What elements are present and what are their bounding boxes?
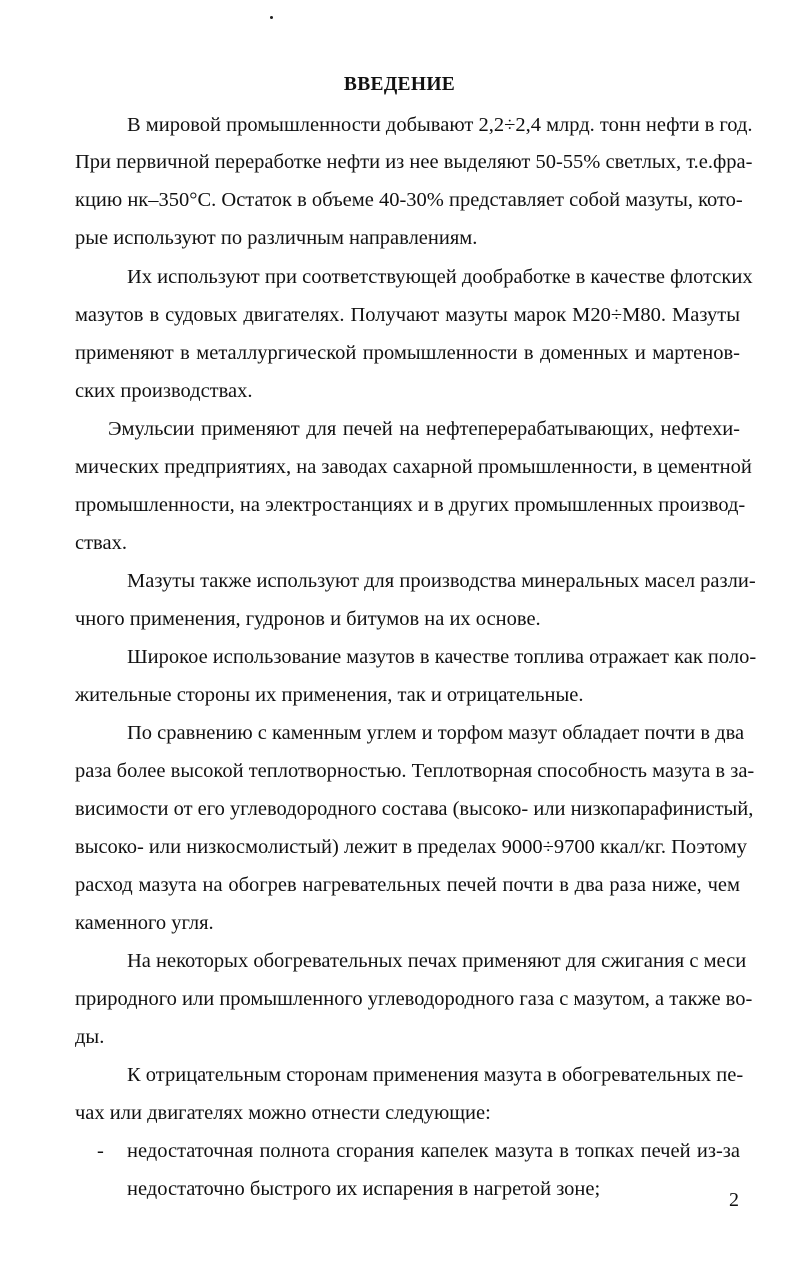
paragraph-6-line-4: высоко- или низкосмолистый) лежит в пределах 9000÷9700 ккал/кг. Поэтому [75, 836, 747, 858]
paragraph-6-line-6: каменного угля. [75, 912, 214, 934]
paragraph-3-line-3: промышленности, на электростанциях и в других промышленных производ- [75, 494, 746, 516]
page-title: ВВЕДЕНИЕ [343, 74, 456, 95]
paragraph-4-line-1: Мазуты также используют для производства минеральных масел разли- [127, 570, 756, 592]
paragraph-8-line-2: чах или двигателях можно отнести следующие: [75, 1102, 491, 1124]
list-item-line-2: недостаточно быстрого их испарения в нагретой зоне; [127, 1178, 601, 1200]
paragraph-5-line-2: жительные стороны их применения, так и отрицательные. [75, 684, 584, 706]
paragraph-6-line-2: раза более высокой теплотворностью. Теплотворная способность мазута в за- [75, 760, 755, 782]
paragraph-5-line-1: Широкое использование мазутов в качестве топлива отражает как поло- [127, 646, 757, 668]
paragraph-2-line-4: ских производствах. [75, 380, 253, 402]
paragraph-8-line-1: К отрицательным сторонам применения мазута в обогревательных пе- [127, 1064, 744, 1086]
paragraph-6-line-5: расход мазута на обогрев нагревательных печей почти в два раза ниже, чем [75, 874, 740, 896]
paragraph-3-line-1: Эмульсии применяют для печей на нефтеперерабатывающих, нефтехи- [108, 418, 740, 440]
paragraph-1-line-1: В мировой промышленности добывают 2,2÷2,4 млрд. тонн нефти в год. [127, 114, 753, 136]
paragraph-6-line-3: висимости от его углеводородного состава (высоко- или низкопарафинистый, [75, 798, 754, 820]
list-item-line-1: недостаточная полнота сгорания капелек мазута в топках печей из-за [127, 1140, 740, 1162]
paragraph-7-line-2: природного или промышленного углеводородного газа с мазутом, а также во- [75, 988, 753, 1010]
paragraph-4-line-2: чного применения, гудронов и битумов на их основе. [75, 608, 541, 630]
page-number: 2 [729, 1189, 739, 1211]
paragraph-1-line-2: При первичной переработке нефти из нее выделяют 50-55% светлых, т.е.фра- [75, 151, 753, 173]
paragraph-2-line-1: Их используют при соответствующей дообработке в качестве флотских [127, 266, 753, 288]
paragraph-3-line-4: ствах. [75, 532, 127, 554]
paragraph-2-line-3: применяют в металлургической промышленности в доменных и мартенов- [75, 342, 740, 364]
paragraph-6-line-1: По сравнению с каменным углем и торфом мазут обладает почти в два [127, 722, 745, 744]
list-bullet-marker: - [97, 1140, 104, 1162]
scan-speck [270, 16, 273, 19]
paragraph-7-line-3: ды. [75, 1026, 105, 1048]
paragraph-1-line-3: кцию нк–350°С. Остаток в объеме 40-30% представляет собой мазуты, кото- [75, 189, 743, 211]
paragraph-2-line-2: мазутов в судовых двигателях. Получают мазуты марок М20÷М80. Мазуты [75, 304, 740, 326]
paragraph-7-line-1: На некоторых обогревательных печах применяют для сжигания с меси [127, 950, 747, 972]
paragraph-3-line-2: мических предприятиях, на заводах сахарной промышленности, в цементной [75, 456, 752, 478]
paragraph-1-line-4: рые используют по различным направлениям. [75, 227, 478, 249]
